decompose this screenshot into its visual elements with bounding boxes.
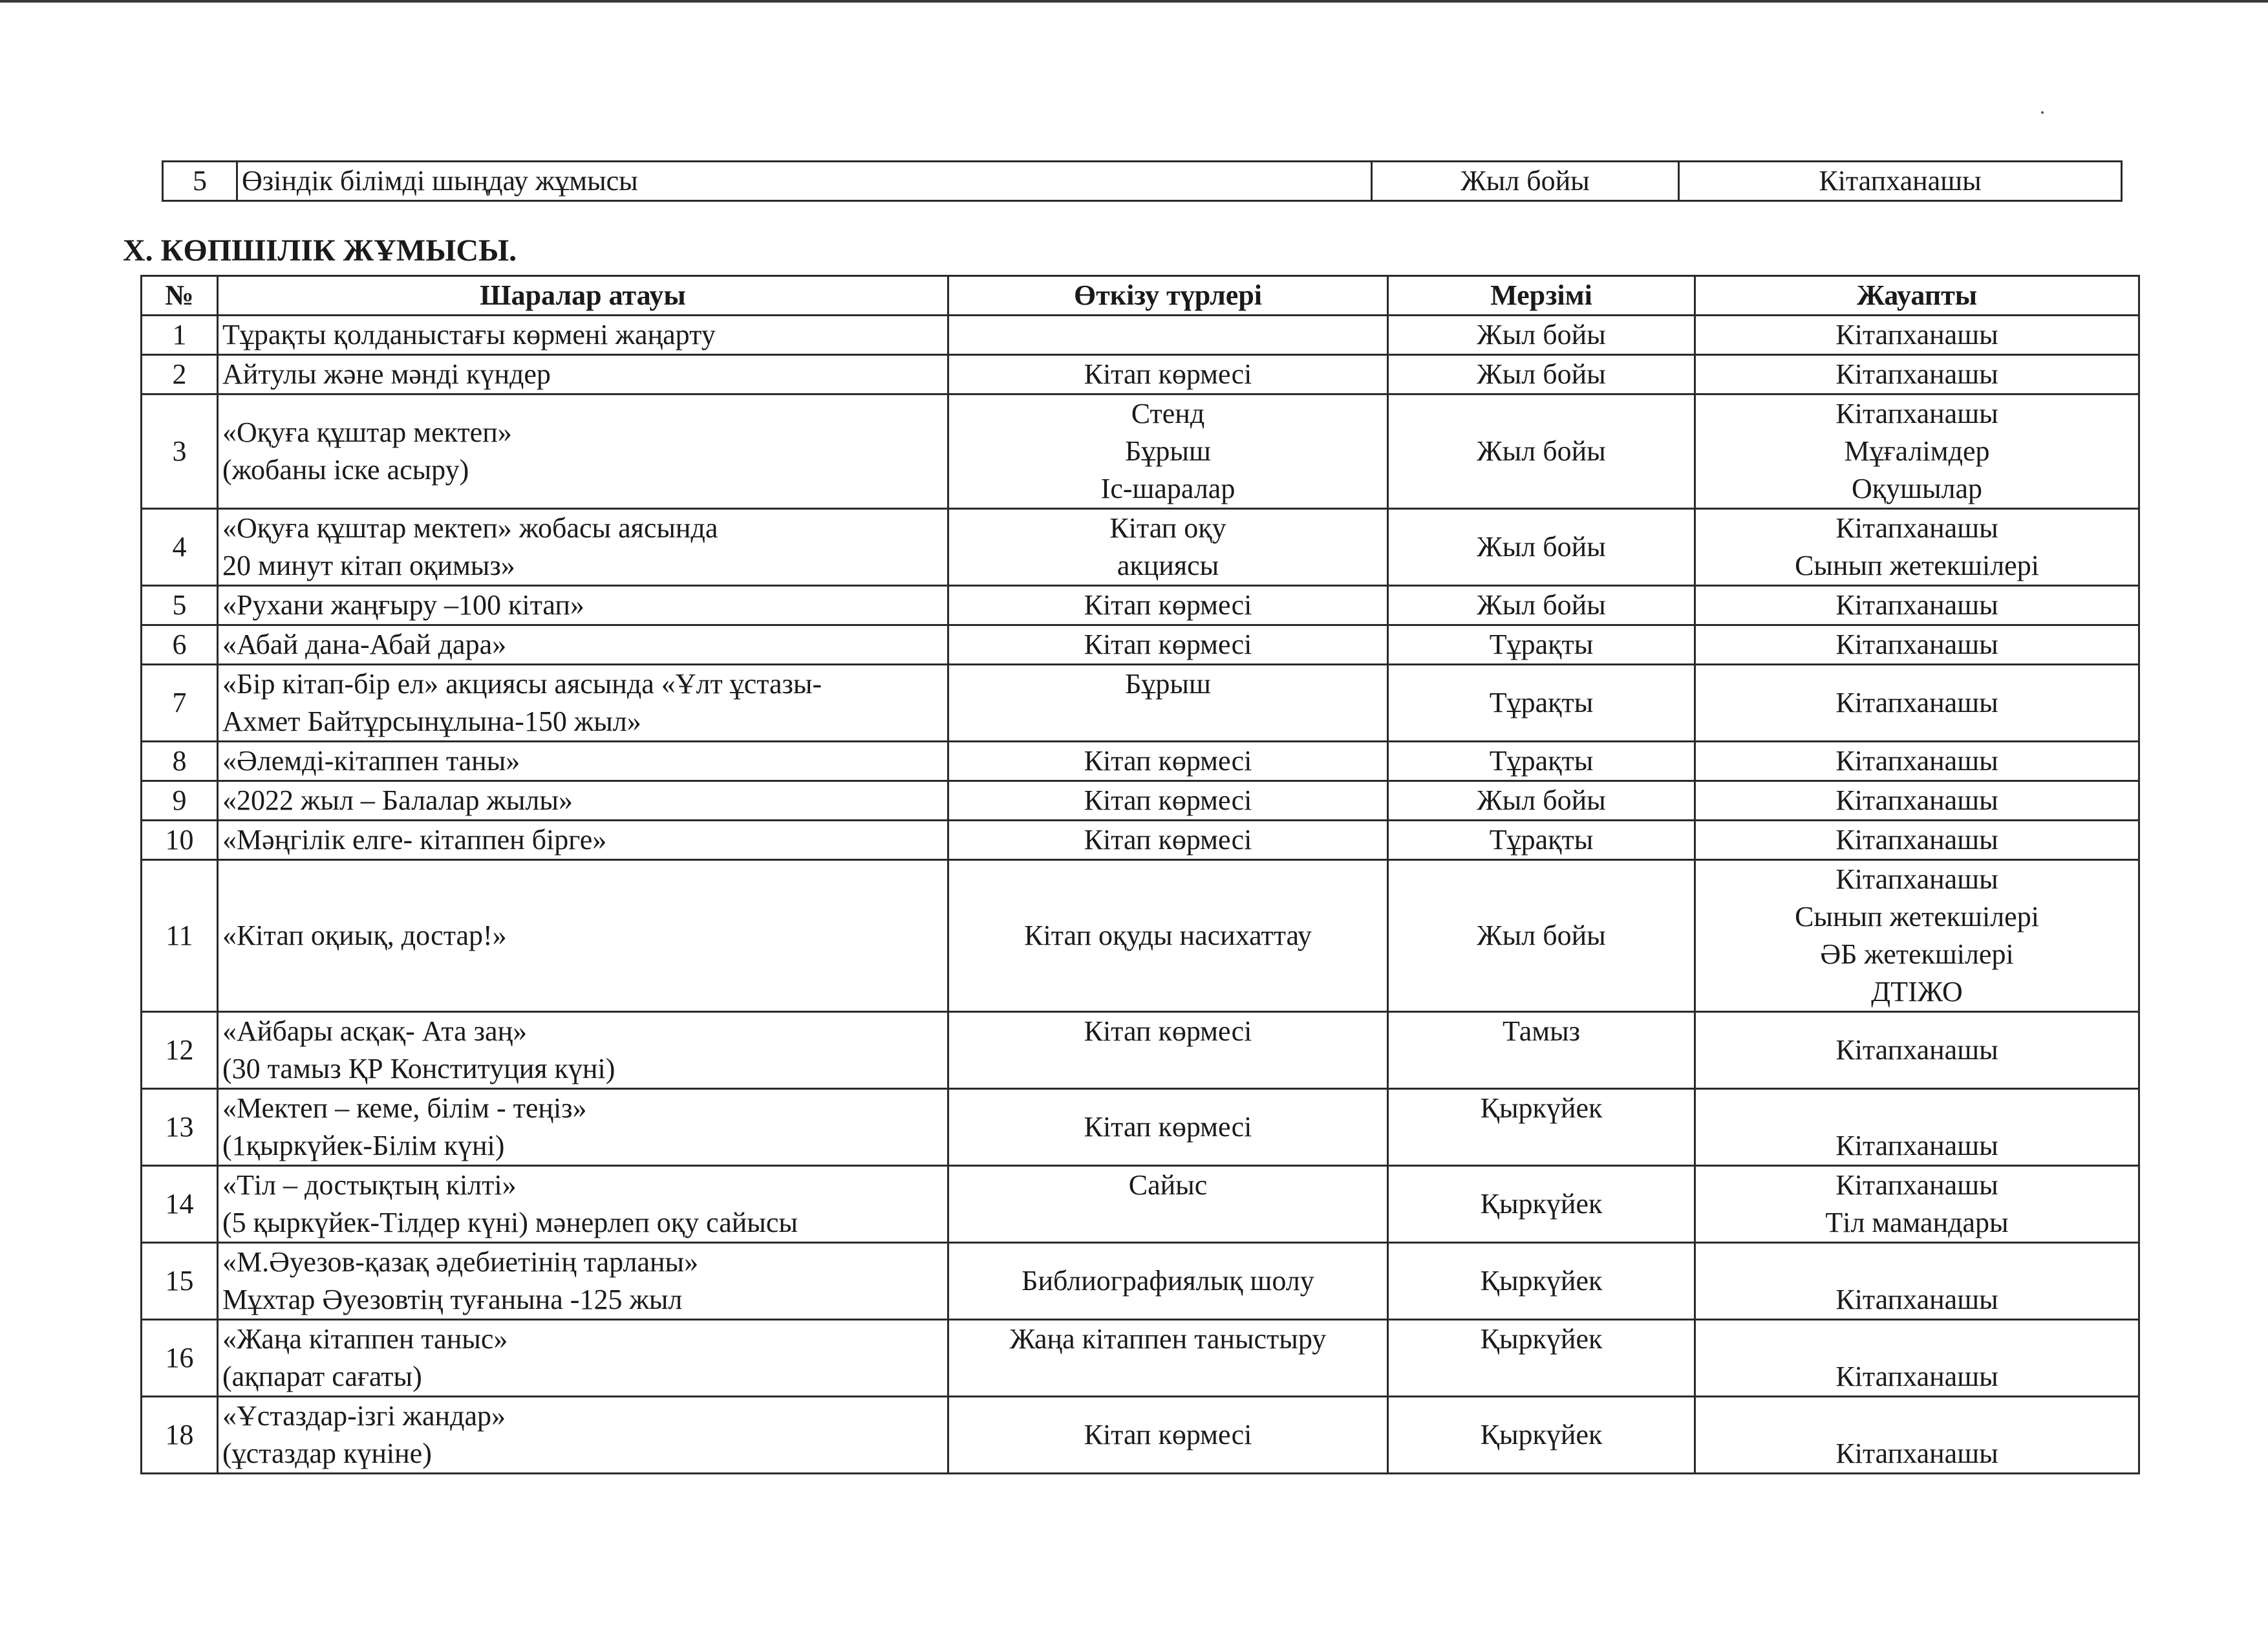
cell-line: Мұхтар Әуезовтің туғанына -125 жыл [222,1284,683,1315]
event-name [218,1320,948,1397]
event-term: Жыл бойы [1388,394,1695,509]
event-name [218,742,948,781]
row-number: 13 [142,1089,218,1166]
row-number: 8 [142,742,218,781]
event-form [948,1089,1388,1166]
table-row [142,781,2139,821]
event-term: Қыркүйек [1388,1089,1695,1166]
cell-line: «Абай дана-Абай дара» [222,629,507,660]
event-responsible [1695,665,2139,742]
event-responsible [1695,1166,2139,1243]
table-header-row [142,276,2139,316]
cell-line: ӘБ жетекшілері [1820,938,2014,970]
cell-line: Сайыс [1128,1169,1208,1201]
event-term: Тұрақты [1388,665,1695,742]
event-form [948,665,1388,742]
cell-line: Іс-шаралар [1100,473,1236,504]
page-top-border [0,0,2268,3]
event-responsible [1695,509,2139,586]
event-form [948,1397,1388,1474]
cell-line: Кітап көрмесі [1084,1015,1252,1047]
table-row [142,625,2139,665]
cell-line: (ұстаздар күніне) [222,1438,432,1469]
table-row [142,860,2139,1012]
cell-line: Кітапханашы [1835,745,1998,777]
event-responsible [1695,1397,2139,1474]
cell-line: акциясы [1117,550,1219,581]
event-name [218,1089,948,1166]
event-name [218,316,948,355]
cell-line: Кітапханашы [1835,1130,1998,1161]
event-form [948,509,1388,586]
cell-line: «Тіл – достықтың кілті» [222,1169,517,1201]
cell-line: Сынып жетекшілері [1795,901,2039,932]
cell-line: «Кітап оқиық, достар!» [222,920,507,951]
cell-line: ДТІЖО [1871,976,1963,1008]
section-heading: X. КӨПШІЛІК ЖҰМЫСЫ. [123,233,517,268]
event-name [218,625,948,665]
cell-line: Кітапханашы [1835,398,1998,429]
event-responsible: Кітапханашы [1679,162,2122,201]
cell-line: Айтулы және мәнді күндер [222,358,551,390]
cell-line: (ақпарат сағаты) [222,1361,422,1392]
event-form [948,742,1388,781]
cell-line: «М.Әуезов-қазақ әдебиетінің тарланы» [222,1246,699,1278]
event-form [948,821,1388,860]
event-form [948,355,1388,394]
cell-line: Кітапханашы [1835,1034,1998,1066]
cell-line: Кітап оқу [1109,512,1226,544]
cell-line: «Жаңа кітаппен таныс» [222,1323,508,1355]
event-responsible [1695,355,2139,394]
event-form [948,625,1388,665]
event-term: Қыркүйек [1388,1320,1695,1397]
event-form [948,781,1388,821]
event-term: Тұрақты [1388,742,1695,781]
event-responsible [1695,860,2139,1012]
cell-line: Тіл мамандары [1825,1207,2009,1238]
table-row [142,586,2139,625]
row-number: 7 [142,665,218,742]
cell-line: Кітапханашы [1835,1169,1998,1201]
table-row [142,821,2139,860]
header-event-name: Шаралар атауы [218,276,948,316]
table-row [142,1089,2139,1166]
event-term: Жыл бойы [1388,509,1695,586]
cell-line: Кітапханашы [1835,1361,1998,1392]
row-number: 2 [142,355,218,394]
cell-line: Кітап көрмесі [1084,589,1252,621]
row-number: 9 [142,781,218,821]
event-term: Жыл бойы [1388,586,1695,625]
event-name [218,586,948,625]
events-table [140,275,2140,1474]
cell-line: «Бір кітап-бір ел» акциясы аясында «Ұлт ұстазы- [222,668,822,700]
cell-line: Сынып жетекшілері [1795,550,2039,581]
cell-line: «2022 жыл – Балалар жылы» [222,784,573,816]
header-responsible: Жауапты [1695,276,2139,316]
event-responsible [1695,586,2139,625]
header-number: № [142,276,218,316]
event-term: Тамыз [1388,1012,1695,1089]
event-term: Жыл бойы [1372,162,1679,201]
cell-line: Кітапханашы [1835,687,1998,718]
event-term: Жыл бойы [1388,316,1695,355]
event-name [218,1397,948,1474]
event-term: Қыркүйек [1388,1243,1695,1320]
cell-line: Кітапханашы [1835,358,1998,390]
event-name: Өзіндік білімді шыңдау жұмысы [237,162,1372,201]
event-name [218,1243,948,1320]
cell-line: Кітап оқуды насихаттау [1024,920,1312,951]
table-row [142,316,2139,355]
cell-line: «Мәңгілік елге- кітаппен бірге» [222,824,607,856]
event-responsible [1695,1012,2139,1089]
header-term: Мерзімі [1388,276,1695,316]
cell-line: Бұрыш [1125,435,1211,467]
cell-line: Кітап көрмесі [1084,824,1252,856]
cell-line: Кітап көрмесі [1084,1111,1252,1143]
table-row [142,1166,2139,1243]
previous-section-table [162,160,2123,202]
cell-line: Оқушылар [1851,473,1983,504]
event-term: Тұрақты [1388,625,1695,665]
cell-line: Кітапханашы [1835,629,1998,660]
cell-line: Кітапханашы [1835,589,1998,621]
event-responsible [1695,316,2139,355]
row-number: 11 [142,860,218,1012]
row-number: 3 [142,394,218,509]
table-row [142,1243,2139,1320]
event-form [948,1243,1388,1320]
cell-line: Кітапханашы [1835,863,1998,895]
cell-line: Кітапханашы [1835,784,1998,816]
event-name [218,1166,948,1243]
row-number: 14 [142,1166,218,1243]
cell-line: Стенд [1131,398,1205,429]
table-row [142,742,2139,781]
cell-line: (1қыркүйек-Білім күні) [222,1130,505,1161]
cell-line: «Мектеп – кеме, білім - теңіз» [222,1092,587,1124]
event-form [948,1166,1388,1243]
cell-line: «Оқуға құштар мектеп» [222,416,512,448]
cell-line: «Рухани жаңғыру –100 кітап» [222,589,584,621]
cell-line: «Ұстаздар-ізгі жандар» [222,1400,506,1432]
event-responsible [1695,1320,2139,1397]
event-responsible [1695,394,2139,509]
table-row [142,355,2139,394]
scan-speck [2041,111,2044,114]
event-name [218,509,948,586]
event-term: Қыркүйек [1388,1397,1695,1474]
cell-line: Ахмет Байтұрсынұлына-150 жыл» [222,706,641,737]
cell-line: «Айбары асқақ- Ата заң» [222,1015,528,1047]
event-form [948,1320,1388,1397]
cell-line: Кітап көрмесі [1084,358,1252,390]
cell-line: Мұғалімдер [1844,435,1990,467]
event-term: Тұрақты [1388,821,1695,860]
cell-line: Жаңа кітаппен таныстыру [1009,1323,1327,1355]
event-responsible [1695,1089,2139,1166]
cell-line: Кітап көрмесі [1084,784,1252,816]
cell-line: (5 қыркүйек-Тілдер күні) мәнерлеп оқу сайысы [222,1207,798,1238]
cell-line: «Әлемді-кітаппен таны» [222,745,520,777]
header-form: Өткізу түрлері [948,276,1388,316]
row-number: 5 [142,586,218,625]
cell-line: Бұрыш [1125,668,1211,700]
event-form [948,586,1388,625]
event-term: Жыл бойы [1388,355,1695,394]
table-row [142,665,2139,742]
event-name [218,821,948,860]
event-responsible [1695,821,2139,860]
event-term: Жыл бойы [1388,860,1695,1012]
event-responsible [1695,781,2139,821]
row-number: 18 [142,1397,218,1474]
cell-line: Кітап көрмесі [1084,629,1252,660]
cell-line: Кітапханашы [1835,1438,1998,1469]
event-form [948,394,1388,509]
cell-line: Кітапханашы [1835,1284,1998,1315]
event-name [218,355,948,394]
cell-line: Кітап көрмесі [1084,1419,1252,1450]
cell-line: Кітап көрмесі [1084,745,1252,777]
cell-line: Кітапханашы [1835,512,1998,544]
row-number: 6 [142,625,218,665]
cell-line: «Оқуға құштар мектеп» жобасы аясында [222,512,718,544]
cell-line: (жобаны іске асыру) [222,454,469,486]
event-responsible [1695,625,2139,665]
row-number: 16 [142,1320,218,1397]
event-form [948,316,1388,355]
event-name [218,394,948,509]
cell-line: Кітапханашы [1835,319,1998,350]
table-row [142,1012,2139,1089]
table-row [142,394,2139,509]
row-number: 12 [142,1012,218,1089]
cell-line: (30 тамыз ҚР Конституция күні) [222,1053,615,1084]
cell-line: Кітапханашы [1835,824,1998,856]
event-form [948,860,1388,1012]
table-row [142,509,2139,586]
table-body [142,316,2139,1474]
cell-line: Библиографиялық шолу [1022,1265,1314,1297]
event-name [218,860,948,1012]
row-number: 1 [142,316,218,355]
event-form [948,1012,1388,1089]
cell-line: Тұрақты қолданыстағы көрмені жаңарту [222,319,716,350]
event-responsible [1695,1243,2139,1320]
row-number: 4 [142,509,218,586]
cell-line: 20 минут кітап оқимыз» [222,550,515,581]
event-name [218,1012,948,1089]
table-row [142,1320,2139,1397]
table-row [142,1397,2139,1474]
row-number: 10 [142,821,218,860]
event-term: Жыл бойы [1388,781,1695,821]
table-row [163,162,2122,201]
event-name [218,665,948,742]
event-name [218,781,948,821]
row-number: 5 [163,162,237,201]
row-number: 15 [142,1243,218,1320]
event-responsible [1695,742,2139,781]
event-term: Қыркүйек [1388,1166,1695,1243]
